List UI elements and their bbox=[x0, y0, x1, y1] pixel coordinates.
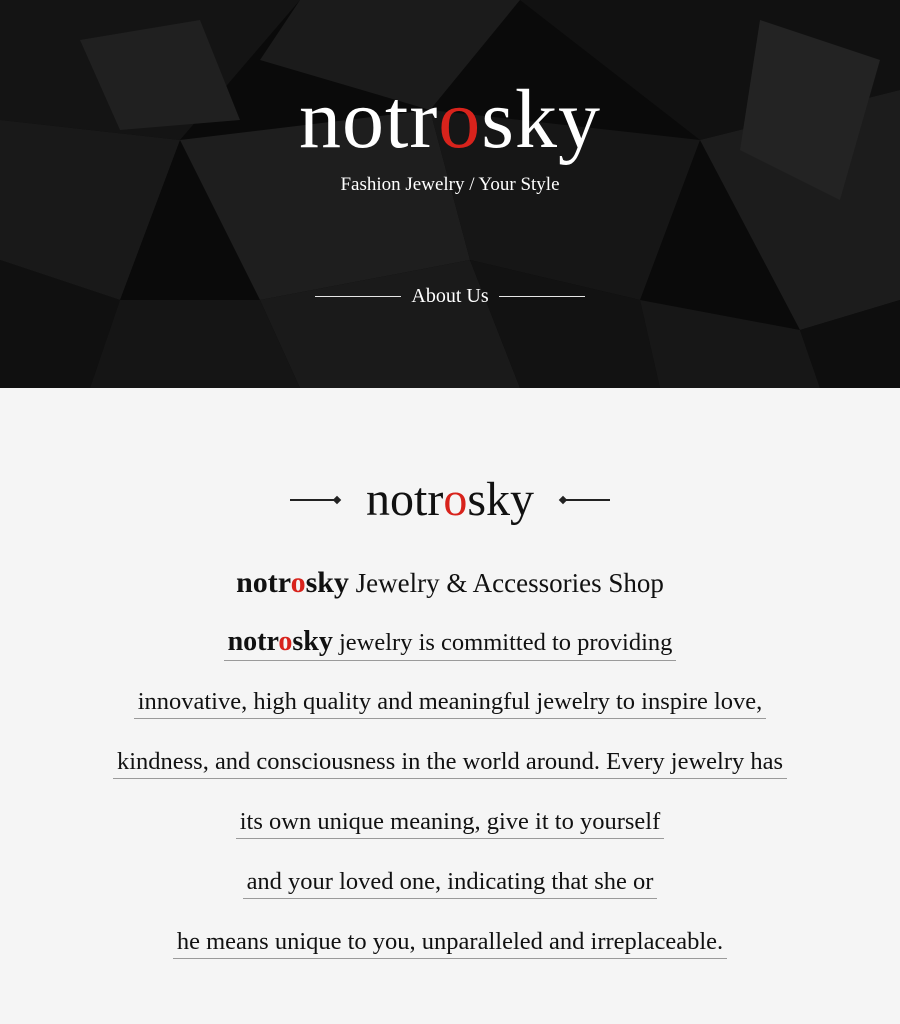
paragraph-line-6: he means unique to you, unparalleled and irreplaceable. bbox=[0, 928, 900, 959]
paragraph-line-1: notrosky jewelry is committed to providing bbox=[0, 626, 900, 661]
hero-banner bbox=[0, 0, 900, 388]
about-content bbox=[0, 388, 900, 1024]
about-left-rule bbox=[315, 296, 401, 297]
left-ornament bbox=[290, 497, 340, 503]
shop-title: notrosky Jewelry & Accessories Shop bbox=[236, 566, 664, 599]
paragraph-line-5: and your loved one, indicating that she or bbox=[0, 868, 900, 899]
paragraph-line-3: kindness, and consciousness in the world around. Every jewelry has bbox=[0, 748, 900, 779]
section-brand-heading bbox=[0, 473, 900, 526]
right-ornament bbox=[560, 497, 610, 503]
paragraph-line-2: innovative, high quality and meaningful jewelry to inspire love, bbox=[0, 688, 900, 719]
paragraph-brand: notrosky bbox=[227, 626, 333, 657]
about-right-rule bbox=[499, 296, 585, 297]
about-us-heading bbox=[0, 285, 900, 308]
about-us-label: About Us bbox=[411, 285, 489, 307]
section-brand-logo: notrosky bbox=[365, 473, 534, 526]
shop-title-brand: notrosky bbox=[236, 566, 349, 599]
hero-tagline: Fashion Jewelry / Your Style bbox=[340, 174, 560, 195]
hero-logo: notrosky bbox=[298, 73, 601, 166]
paragraph-line-4: its own unique meaning, give it to yourself bbox=[0, 808, 900, 839]
